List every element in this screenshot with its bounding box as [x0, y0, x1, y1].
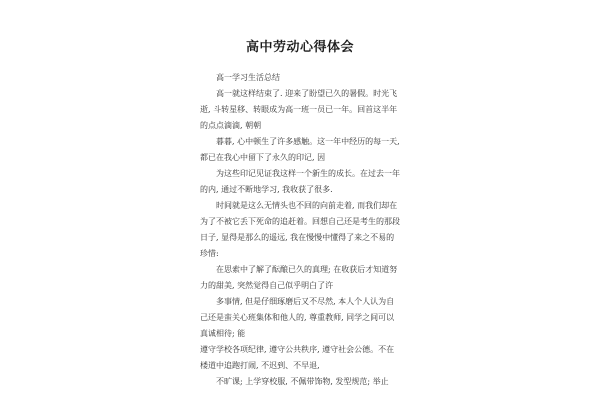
paragraph: 时间就是这么无情头也不回的向前走着, 而我们却在为了不被它丢下死命的追赶着。回想自己还是考生的那段日子, 显得是那么的遥远, 我在慢慢中懂得了来之不易的珍惜:	[200, 201, 400, 258]
document-body	[200, 70, 400, 390]
paragraph: 遵守学校各项纪律, 遵守公共秩序, 遵守社会公德。不在楼道中追跑打闹, 不迟到、不早退,	[200, 345, 395, 370]
paragraph: 高一就这样结束了. 迎来了盼望已久的暑假。时光飞逝, 斗转星移、转眼成为高一班一员已一年。回首这半年的点点滴滴, 朝朝	[200, 89, 398, 130]
paragraph: 不旷课; 上学穿校服, 不佩带饰物, 发型规范; 举止	[216, 377, 389, 386]
paragraph: 暮暮, 心中顿生了许多感触。这一年中经历的每一天, 都已在我心中留下了永久的印记, 因	[200, 137, 400, 162]
paragraph: 为这些印记见证我这样一个新生的成长。在过去一年的内, 通过不断地学习, 我收获了很多.	[200, 169, 400, 194]
paragraph: 在思索中了解了酝酿已久的真理; 在收获后才知道努力的甜美, 突然觉得自己似乎明白了许	[200, 265, 398, 290]
document-title: 高中劳动心得体会	[245, 40, 354, 55]
paragraph-heading: 高一学习生活总结	[216, 73, 280, 82]
paragraph: 多事情, 但是仔细琢磨后又不尽然, 本人个人认为自己还是蛮关心班集体和他人的, 尊重教师, 同学之间可以真诚相待; 能	[200, 297, 395, 338]
